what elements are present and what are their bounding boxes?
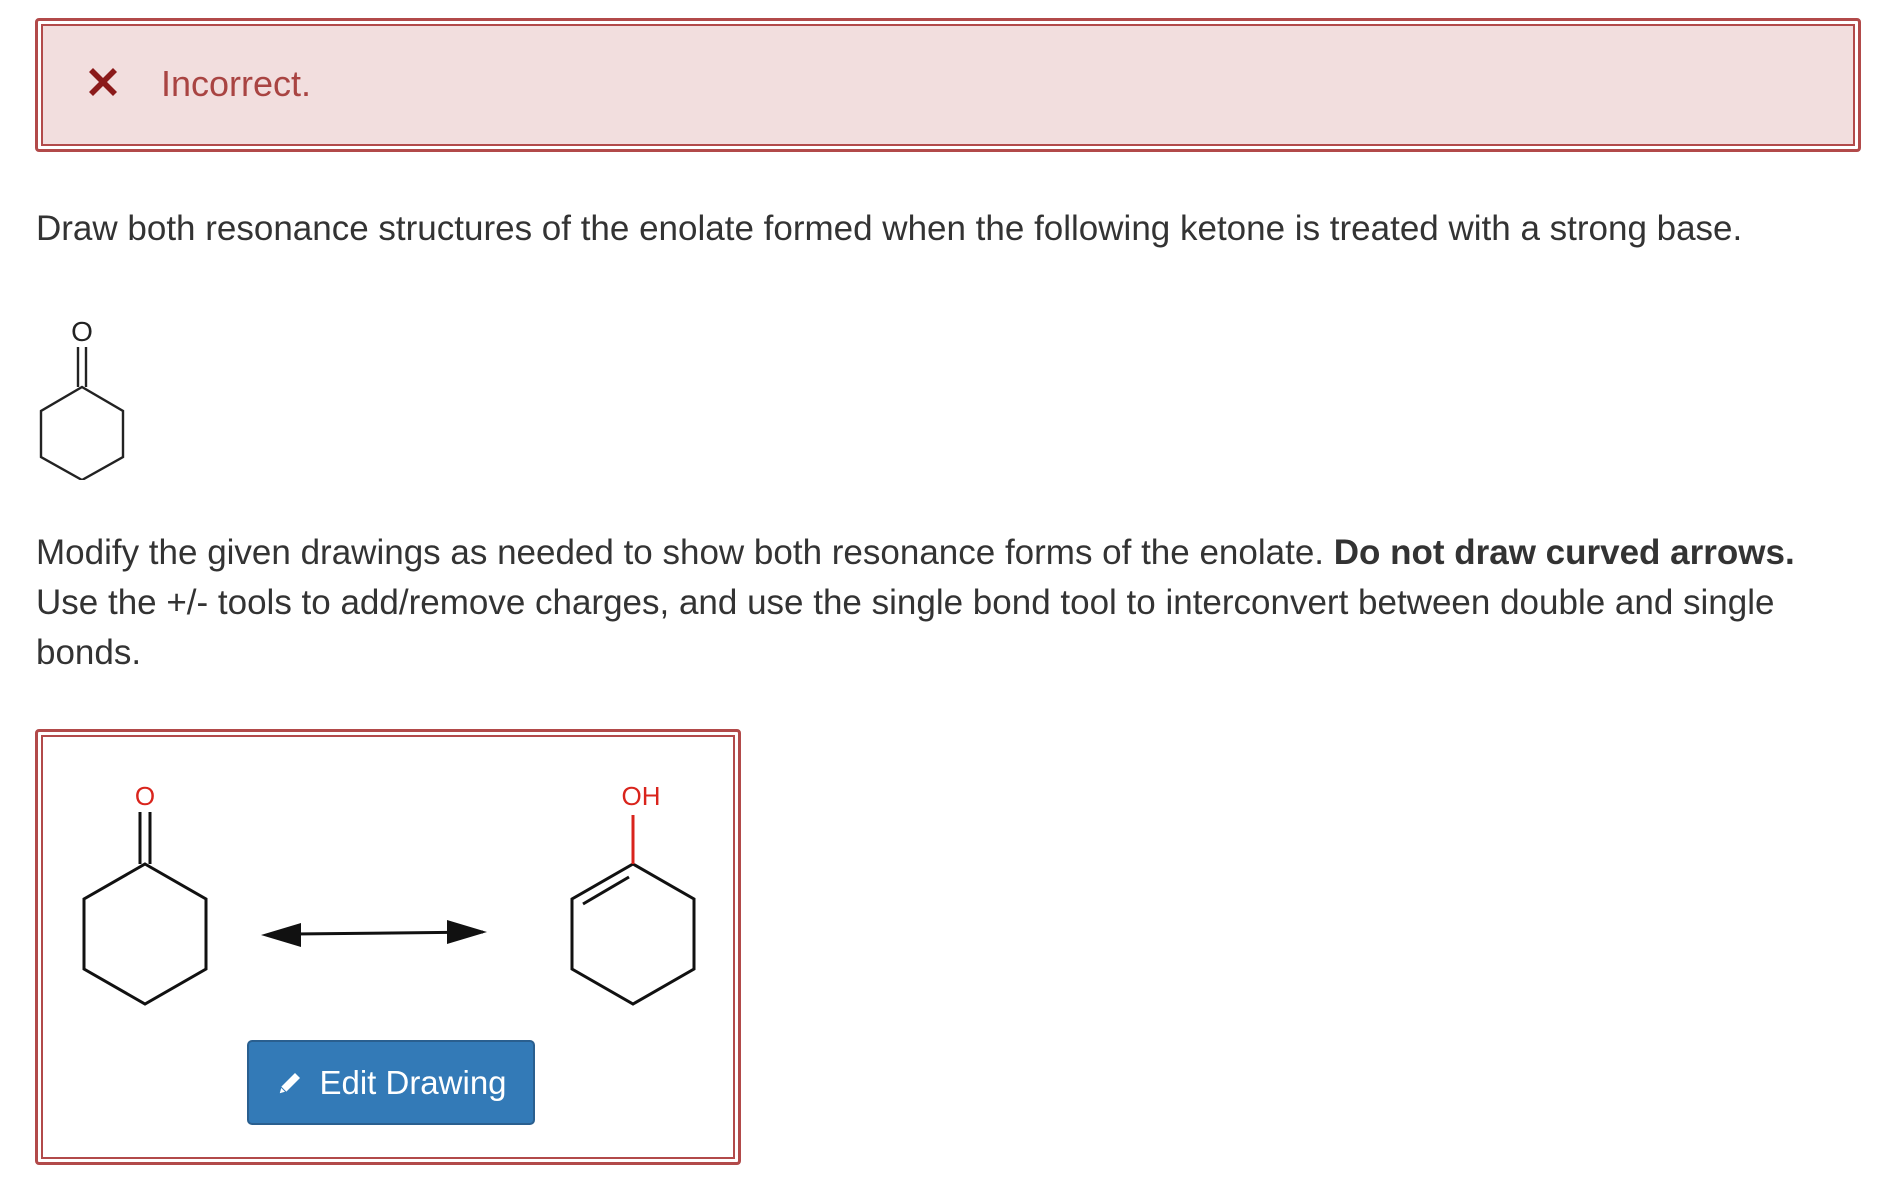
- oxygen-label: O: [71, 316, 93, 347]
- close-icon: [83, 62, 123, 102]
- left-oxygen-label: O: [134, 781, 156, 811]
- feedback-alert-body: [41, 24, 1855, 146]
- instructions-text: Modify the given drawings as needed to show both resonance forms of the enolate.: [36, 533, 1334, 572]
- ring-bonds: [41, 387, 123, 480]
- instructions: [36, 528, 1866, 678]
- cyclohexanone-structure: [30, 305, 140, 480]
- question-prompt: Draw both resonance structures of the enolate formed when the following ketone is treated with a strong base.: [36, 209, 1743, 248]
- right-hydroxyl-label: OH: [621, 781, 661, 811]
- arrow-head-right: [447, 920, 487, 944]
- arrow-head-left: [261, 923, 301, 947]
- drawing-area[interactable]: [41, 735, 735, 1159]
- left-ring-bonds: [84, 864, 206, 1004]
- edit-drawing-button[interactable]: [247, 1040, 535, 1125]
- feedback-alert: [35, 18, 1861, 152]
- edit-drawing-label: Edit Drawing: [319, 1063, 507, 1101]
- instructions-warning: Do not draw curved arrows.: [1333, 533, 1795, 572]
- right-resonance-structure: [572, 781, 694, 1004]
- left-resonance-structure: [84, 781, 206, 1004]
- instructions-text-rest: Use the +/- tools to add/remove charges, and use the single bond tool to interconvert between double and single bonds.: [36, 583, 1775, 672]
- right-ring-bonds: [572, 864, 694, 1004]
- feedback-text: Incorrect.: [161, 63, 312, 104]
- drawing-answer-panel: [35, 729, 741, 1165]
- pencil-icon: [275, 1068, 305, 1098]
- resonance-arrow: [261, 920, 487, 947]
